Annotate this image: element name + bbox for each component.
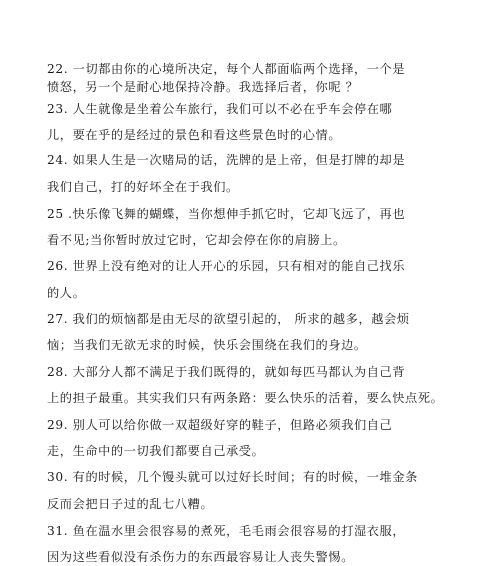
paragraph-25-line-1: 25 .快乐像飞舞的蝴蝶，当你想伸手抓它时，它却飞远了，再也 bbox=[47, 207, 406, 221]
paragraph-26-line-2: 的人。 bbox=[47, 286, 86, 300]
paragraph-24-line-2: 我们自己，打的好坏全在于我们。 bbox=[47, 180, 239, 194]
paragraph-27-line-2: 恼；当我们无欲无求的时候，快乐会围绕在我们的身边。 bbox=[47, 338, 367, 352]
paragraph-27-line-1: 27. 我们的烦恼都是由无尽的欲望引起的， 所求的越多，越会烦 bbox=[47, 312, 410, 326]
paragraph-30-line-2: 反而会把日子过的乱七八糟。 bbox=[47, 497, 214, 511]
paragraph-29-line-1: 29. 别人可以给你做一双超级好穿的鞋子，但路必须我们自己 bbox=[47, 418, 393, 432]
paragraph-22-line-1: 22. 一切都由你的心境所决定，每个人都面临两个选择，一个是 bbox=[47, 62, 406, 76]
paragraph-22-line-2: 愤怒，另一个是耐心地保持冷静。我选择后者，你呢 ？ bbox=[47, 80, 359, 94]
paragraph-23-line-2: 儿，要在乎的是经过的景色和看这些景色时的心情。 bbox=[47, 128, 342, 142]
paragraph-23-line-1: 23. 人生就像是坐着公车旅行，我们可以不必在乎车会停在哪 bbox=[47, 102, 393, 116]
paragraph-31-line-2: 因为这些看似没有杀伤力的东西最容易让人丧失警惕。 bbox=[47, 550, 354, 564]
paragraph-25-line-2: 看不见;当你暂时放过它时，它却会停在你的肩膀上。 bbox=[47, 233, 346, 247]
paragraph-24-line-1: 24. 如果人生是一次赌局的话，洗牌的是上帝，但是打牌的却是 bbox=[47, 153, 406, 167]
paragraph-29-line-2: 走，生命中的一切我们都要自己承受。 bbox=[47, 444, 265, 458]
paragraph-26-line-1: 26. 世界上没有绝对的让人开心的乐园，只有相对的能自己找乐 bbox=[47, 259, 406, 273]
paragraph-28-line-1: 28. 大部分人都不满足于我们既得的，就如每匹马都认为自己背 bbox=[47, 365, 406, 379]
paragraph-28-line-2: 上的担子最重。其实我们只有两条路：要么快乐的活着，要么快点死。 bbox=[47, 391, 444, 405]
paragraph-31-line-1: 31. 鱼在温水里会很容易的煮死，毛毛雨会很容易的打湿衣服， bbox=[47, 524, 406, 538]
paragraph-30-line-1: 30. 有的时候，几个馒头就可以过好长时间；有的时候，一堆金条 bbox=[47, 470, 418, 484]
